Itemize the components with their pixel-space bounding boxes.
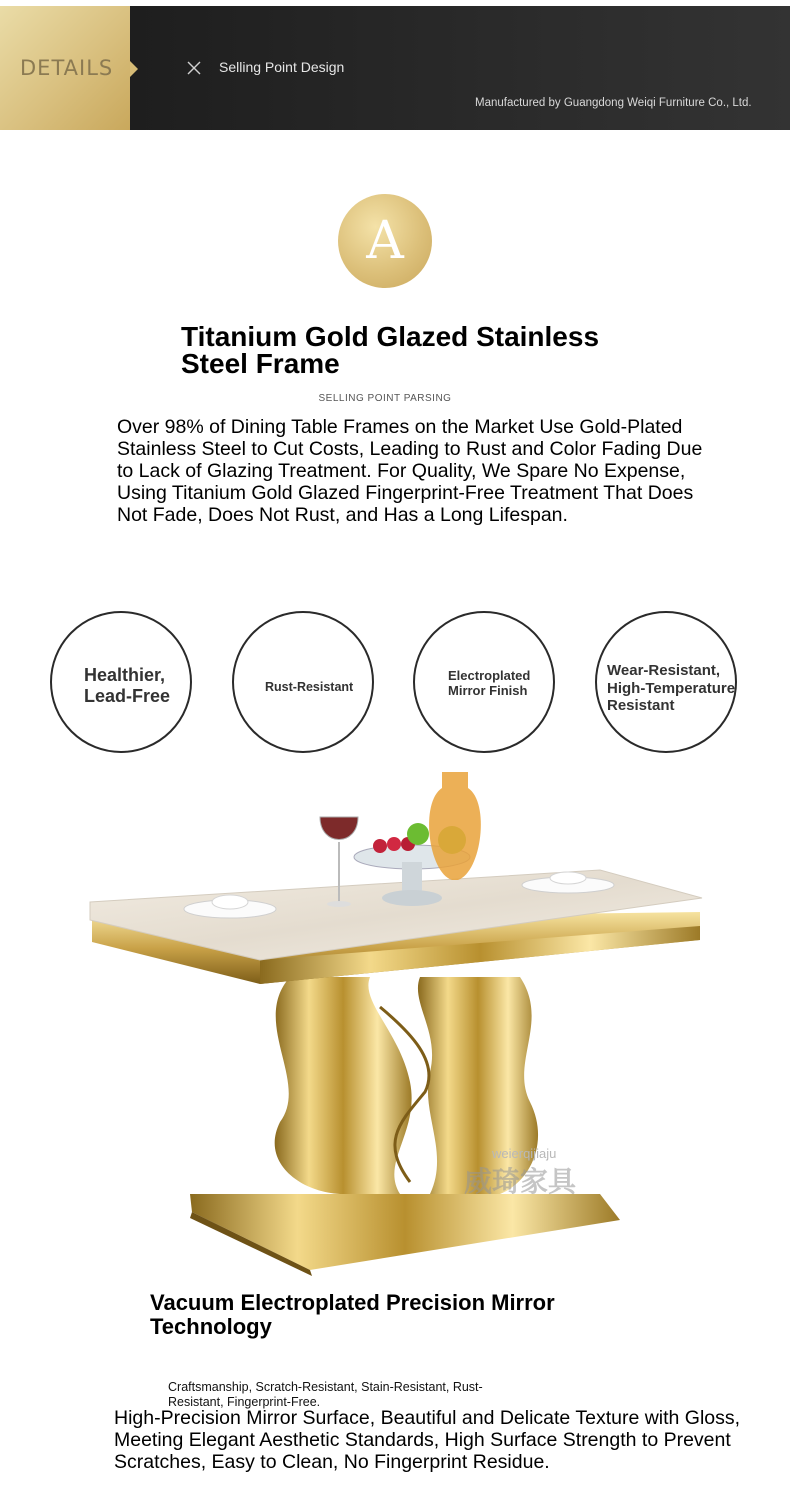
technology-tagline: Craftsmanship, Scratch-Resistant, Stain-Resistant, Rust-Resistant, Fingerprint-Free. — [168, 1380, 483, 1409]
circle-label: Healthier, Lead-Free — [84, 665, 171, 706]
feature-subtitle: SELLING POINT PARSING — [318, 393, 452, 404]
circle-label: Wear-Resistant, High-Temperature Resistant — [607, 662, 736, 714]
feature-description: Over 98% of Dining Table Frames on the Market Use Gold-Plated Stainless Steel to Cut Costs, Leading to Rust and Color Fading Due to Lack of Glazing Treatment. For Quality, We Spare No Expense, Using Titanium Gold Glazed Fingerprint-Free Treatment That Does Not Fade, Does Not Rust, and Has a Long Lifespan. — [117, 416, 703, 526]
details-label: DETAILS — [20, 56, 114, 80]
badge-letter: A — [366, 211, 404, 271]
circle-label: Rust-Resistant — [265, 680, 354, 694]
watermark-brand-en: weierqijiaju — [492, 1146, 557, 1161]
header-banner — [0, 6, 790, 130]
circle-label: Electroplated Mirror Finish — [448, 668, 531, 698]
watermark-brand-zh: 威琦家具 — [464, 1166, 577, 1197]
feature-circle-rust-resistant — [232, 611, 374, 753]
feature-circle-lead-free — [50, 611, 192, 753]
feature-circle-mirror-finish — [413, 611, 555, 753]
section-label: Selling Point Design — [219, 59, 345, 75]
details-gold-panel — [0, 6, 130, 130]
close-cross-icon — [186, 60, 202, 76]
dining-table-image — [80, 762, 720, 1282]
technology-description: High-Precision Mirror Surface, Beautiful and Delicate Texture with Gloss, Meeting Elegant Aesthetic Standards, High Surface Strength to Prevent Scratches, Easy to Clean, No Fingerprint Residue. — [114, 1407, 741, 1473]
gold-letter-badge — [338, 194, 432, 288]
feature-title: Titanium Gold Glazed Stainless Steel Frame — [181, 321, 600, 379]
technology-title: Vacuum Electroplated Precision Mirror Technology — [150, 1290, 555, 1339]
notch-arrow — [130, 61, 138, 77]
manufacturer-text: Manufactured by Guangdong Weiqi Furniture Co., Ltd. — [475, 97, 752, 109]
feature-circle-wear-resistant — [595, 611, 737, 753]
